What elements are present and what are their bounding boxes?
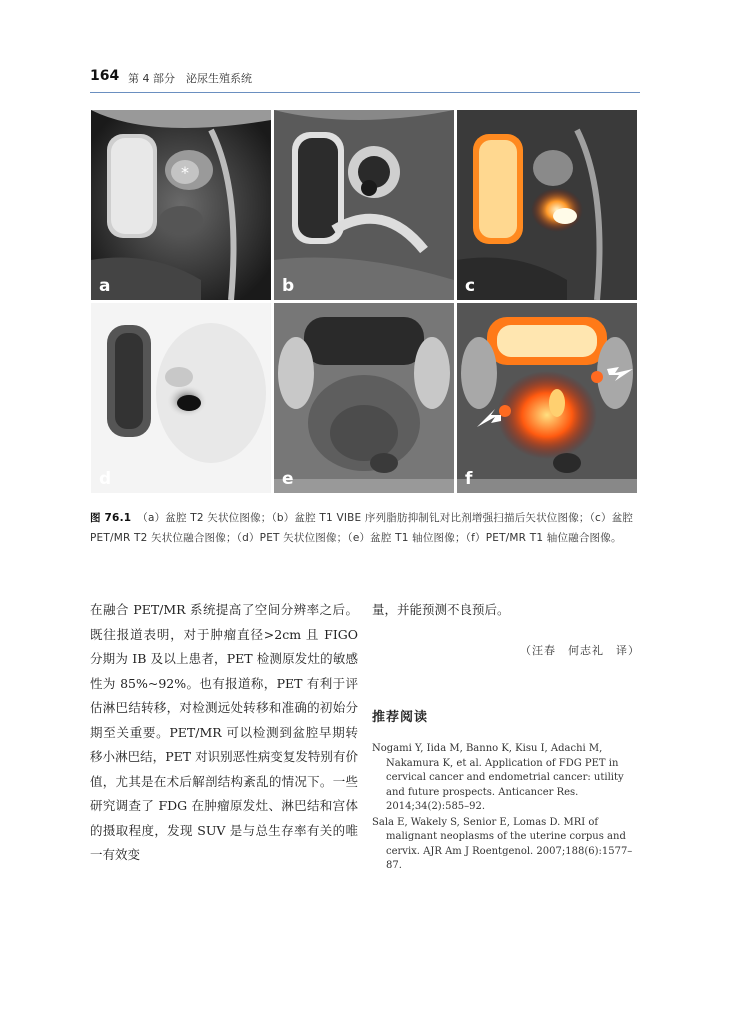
figure-panel-f	[457, 303, 637, 493]
figure-number: 图 76.1	[90, 512, 132, 524]
svg-text:*: *	[181, 163, 189, 182]
reference-item: Sala E, Wakely S, Senior E, Lomas D. MRI of malignant neoplasms of the uterine corpus and cervix. AJR Am J Roentgenol. 2007;188(6):1577–87.	[372, 816, 633, 871]
panel-label: e	[282, 469, 294, 489]
reference-list	[372, 742, 642, 875]
page-number: 164	[90, 68, 120, 84]
figure-panel-a	[91, 110, 271, 300]
pet-mr-t2-sagittal-fusion-image	[457, 110, 637, 300]
figure-panel-d	[91, 303, 271, 493]
pet-mr-t1-axial-fusion-image	[457, 303, 637, 493]
panel-label: f	[465, 469, 473, 489]
panel-label: b	[282, 276, 295, 296]
mri-t1-vibe-sagittal-image	[274, 110, 454, 300]
panel-label: c	[465, 276, 476, 296]
recommended-reading-heading: 推荐阅读	[372, 710, 429, 725]
mri-t2-sagittal-image	[91, 110, 271, 300]
page-header	[90, 68, 640, 93]
pet-sagittal-image	[91, 303, 271, 493]
figure-panel-c	[457, 110, 637, 300]
translator-credit: （汪春 何志礼 译）	[520, 644, 640, 657]
body-right-column	[372, 598, 642, 871]
mri-t1-axial-image	[274, 303, 454, 493]
reference-item: Nogami Y, Iida M, Banno K, Kisu I, Adachi M, Nakamura K, et al. Application of FDG PET in cervical cancer and endometrial cancer: utility and future prospects. Anticancer Res. 2014;34(2):585–92.	[372, 743, 624, 812]
figure-caption	[90, 508, 640, 548]
running-title: 第 4 部分 泌尿生殖系统	[128, 72, 252, 85]
panel-label: d	[99, 469, 112, 489]
figure-panel-b	[274, 110, 454, 300]
caption-text: （a）盆腔 T2 矢状位图像；（b）盆腔 T1 VIBE 序列脂肪抑制钆对比剂增强扫描后矢状位图像；（c）盆腔 PET/MR T2 矢状位融合图像；（d）PET 矢状位图像；（e）盆腔 T1 轴位图像；（f）PET/MR T1 轴位融合图像。	[90, 512, 634, 544]
figure-panel-e	[274, 303, 454, 493]
body-left-column	[90, 598, 358, 868]
body-paragraph: 在融合 PET/MR 系统提高了空间分辨率之后。既往报道表明，对于肿瘤直径>2cm 且 FIGO 分期为 ⅠB 及以上患者，PET 检测原发灶的敏感性为 85%~92%。也有报道称，PET 有利于评估淋巴结转移，对检测远处转移和准确的初始分期至关重要。PET/MR 可以检测到盆腔早期转移小淋巴结，PET 对识别恶性病变复发特别有价值，尤其是在术后解剖结构紊乱的情况下。一些研究调查了 FDG 在肿瘤原发灶、淋巴结和宫体的摄取程度，发现 SUV 是与总生存率有关的唯一有效变	[90, 602, 358, 862]
body-paragraph-continuation: 量，并能预测不良预后。	[372, 602, 510, 617]
panel-label: a	[99, 276, 111, 296]
